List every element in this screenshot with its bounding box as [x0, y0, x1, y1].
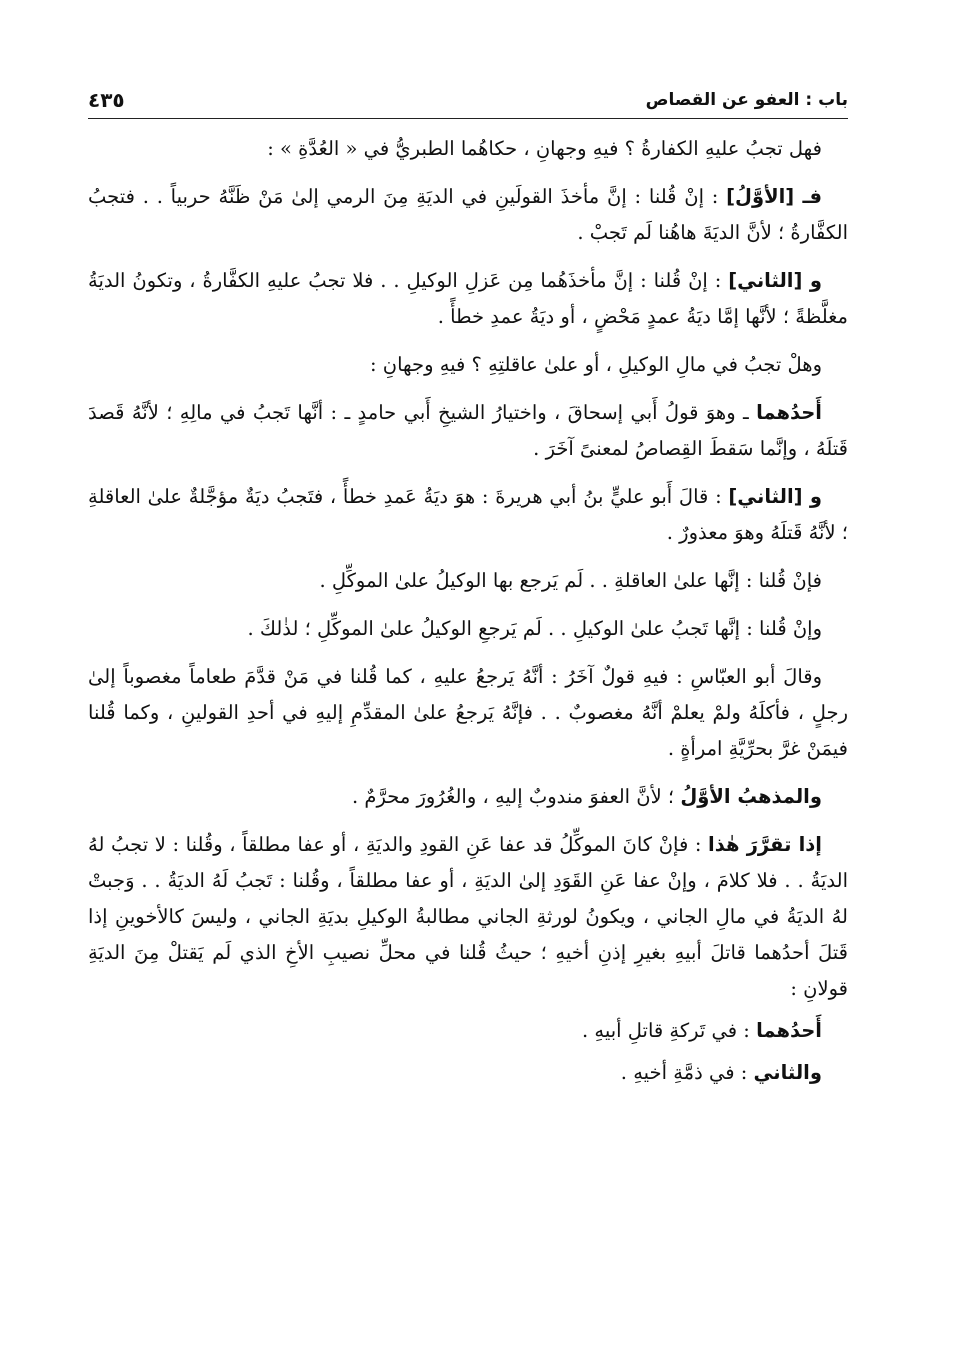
paragraph — [88, 827, 848, 1007]
paragraph-text: : في تَركةِ قاتلِ أبيهِ . — [581, 1019, 757, 1042]
running-title: باب : العفو عن القصاص — [645, 90, 848, 110]
paragraph — [88, 1055, 848, 1091]
paragraph-text: وإنْ قُلنا : إنَّها تَجبُ علىٰ الوكيلِ . . لَم يَرجعِ الوكيلُ علىٰ الموكِّلِ ؛ لذٰلكَ . — [247, 617, 822, 640]
paragraph-text: فإنْ قُلنا : إنَّها علىٰ العاقلةِ . . لَم يَرجع بها الوكيلُ علىٰ الموكِّلِ . — [319, 569, 822, 592]
paragraph-text: : إنْ قُلنا : إنَّ مأخذَهُما مِن عَزلِ الوكيلِ . . فلا تجبُ عليهِ الكفَّارةُ ، وتكونُ الديَةُ مغلَّظةً ؛ لأنَّها إمَّا ديَةُ عمدٍ مَحْضٍ ، أو ديَةُ عمدِ خطأً . — [88, 269, 848, 328]
paragraph-text: وقالَ أبو العبّاسِ : فيهِ قولٌ آخَرُ : أنَّهُ يَرجعُ عليهِ ، كما قُلنا في مَنْ قدَّمَ طعاماً مغصوباً إلىٰ رجلٍ ، فأكلَهُ ولمْ يعلمْ أنَّهُ مغصوبٌ . . فإنَّهُ يَرجعُ علىٰ المقدِّمِ إليهِ في أحدِ القولينِ ، وكما قُلنا فيمَنْ غرَّ بحرِّيَّةِ امرأةٍ . — [88, 665, 848, 760]
page-number: ٤٣٥ — [88, 88, 125, 112]
paragraph — [88, 611, 848, 647]
paragraph-text: : فإنْ كانَ الموكِّلُ قد عفا عَنِ القودِ والديَةِ ، أو عفا مطلقاً ، وقُلنا : لا تجبُ لهُ الديَةُ . . فلا كلامَ ، وإنْ عفا عَنِ القَوَدِ إلىٰ الديَةِ ، أو عفا مطلقاً ، وقُلنا : تَجبُ لَهُ الديَةُ . . وَجبتْ لهُ الديَةُ في مالِ الجاني ، ويكونُ لورثةِ الجاني مطالبةُ الوكيلِ بديَةِ الجاني ، وليسَ كالأخوينِ إذا قَتلَ أحدُهما قاتلَ أبيهِ بغيرِ إذنِ أخيهِ ؛ حيثُ قُلنا في محلِّ نصيبِ الأخِ الذي لَم يَقتلْ مِنَ الديَةِ قولانِ : — [88, 833, 848, 1000]
paragraph — [88, 1013, 848, 1049]
paragraph-lead: و [الثاني] — [728, 485, 822, 508]
paragraph-text: : إنْ قُلنا : إنَّ مأخذَ القولَينِ في الديَةِ مِنَ الرمي إلىٰ مَنْ ظَنَّهُ حربياً . . فتجبُ الكفَّارةُ ؛ لأنَّ الديَةَ هاهُنا لَم تَجبْ . — [88, 185, 848, 244]
paragraph-lead: إذا تقرَّرَ هٰذا — [708, 833, 822, 856]
paragraph — [88, 779, 848, 815]
paragraph-lead: والمذهبُ الأوَّلُ — [680, 785, 822, 808]
paragraph-text: فهل تجبُ عليهِ الكفارةُ ؟ فيهِ وجهانِ ، حكاهُما الطبريُّ في « العُدَّةِ » : — [267, 137, 822, 160]
paragraph-lead: فـ [الأوَّلُ] — [726, 185, 822, 208]
paragraph-text: وهلْ تجبُ في مالِ الوكيلِ ، أو علىٰ عاقلتِهِ ؟ فيهِ وجهانِ : — [370, 353, 822, 376]
paragraph — [88, 479, 848, 551]
paragraph-text: : في ذمَّةِ أخيهِ . — [620, 1061, 754, 1084]
paragraph-lead: و [الثاني] — [728, 269, 822, 292]
book-page — [88, 80, 848, 1091]
paragraph-text: : قالَ أَبو عليٍّ بنُ أبي هريرةَ : هوَ ديَةُ عَمدِ خطأً ، فتَجبُ ديَةٌ مؤجَّلةٌ علىٰ العاقلةِ ؛ لأنَّهُ قَتلَهُ وهوَ معذورٌ . — [88, 485, 848, 544]
paragraph — [88, 179, 848, 251]
paragraph-text: ؛ لأنَّ العفوَ مندوبٌ إليهِ ، والغُرُورَ محرَّمٌ . — [352, 785, 681, 808]
paragraph-text: ـ وهوَ قولُ أَبي إسحاقَ ، واختيارُ الشيخِ أَبي حامدٍ ـ : أنَّها تَجبُ في مالِهِ ؛ لأنَّهُ قَصدَ قَتلَهُ ، وإنَّما سَقطَ القِصاصُ لمعنىً آخَرَ . — [88, 401, 848, 460]
paragraph — [88, 395, 848, 467]
paragraph — [88, 131, 848, 167]
paragraph — [88, 659, 848, 767]
paragraph — [88, 563, 848, 599]
paragraph-lead: أَحدُهما — [756, 1019, 822, 1042]
paragraph-lead: أَحدُهما — [756, 401, 822, 424]
paragraph — [88, 347, 848, 383]
page-body — [88, 131, 848, 1091]
paragraph-lead: والثاني — [753, 1061, 822, 1084]
paragraph — [88, 263, 848, 335]
page-header — [88, 80, 848, 119]
